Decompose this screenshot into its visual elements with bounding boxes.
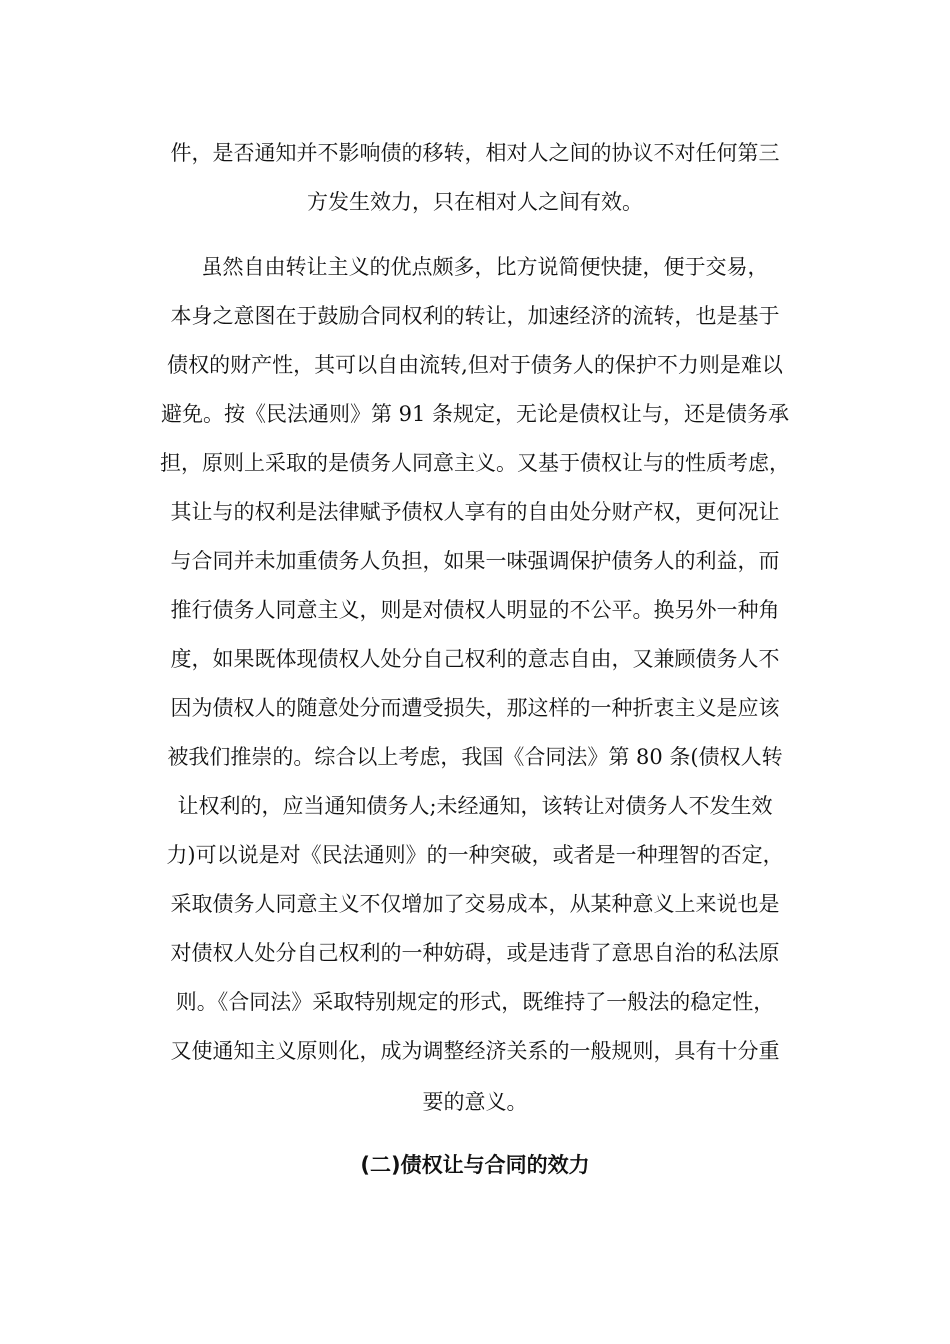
text-line: 因为债权人的随意处分而遭受损失，那这样的一种折衷主义是应该 bbox=[170, 696, 780, 720]
text-line: 让权利的，应当通知债务人;未经通知，该转让对债务人不发生效 bbox=[177, 794, 773, 818]
text-line: 本身之意图在于鼓励合同权利的转让，加速经济的流转，也是基于 bbox=[170, 304, 780, 328]
text-line: 件，是否通知并不影响债的移转，相对人之间的协议不对任何第三 bbox=[170, 141, 780, 165]
text-line: 其让与的权利是法律赋予债权人享有的自由处分财产权，更何况让 bbox=[170, 500, 780, 524]
text-line: 避免。按《民法通则》第 91 条规定，无论是债权让与，还是债务承 bbox=[160, 402, 790, 426]
text-line: 推行债务人同意主义，则是对债权人明显的不公平。换另外一种角 bbox=[170, 598, 780, 622]
text-line: 虽然自由转让主义的优点颇多，比方说简便快捷，便于交易， bbox=[201, 255, 769, 279]
text-line: 力)可以说是对《民法通则》的一种突破，或者是一种理智的否定， bbox=[166, 843, 784, 867]
text-line: 又使通知主义原则化，成为调整经济关系的一般规则，具有十分重 bbox=[170, 1039, 780, 1063]
text-line: 方发生效力，只在相对人之间有效。 bbox=[307, 190, 643, 214]
text-line: 担，原则上采取的是债务人同意主义。又基于债权让与的性质考虑， bbox=[160, 451, 790, 475]
text-line: 与合同并未加重债务人负担，如果一味强调保护债务人的利益，而 bbox=[170, 549, 780, 573]
text-line: 债权的财产性，其可以自由流转,但对于债务人的保护不力则是难以 bbox=[167, 353, 783, 377]
text-line: 采取债务人同意主义不仅增加了交易成本，从某种意义上来说也是 bbox=[170, 892, 780, 916]
text-line: 度，如果既体现债权人处分自己权利的意志自由，又兼顾债务人不 bbox=[170, 647, 780, 671]
text-line: 被我们推崇的。综合以上考虑，我国《合同法》第 80 条(债权人转 bbox=[167, 745, 783, 769]
text-line: 要的意义。 bbox=[422, 1090, 528, 1114]
text-line: 则。《合同法》采取特别规定的形式，既维持了一般法的稳定性， bbox=[175, 990, 775, 1014]
text-line: 对债权人处分自己权利的一种妨碍，或是违背了意思自治的私法原 bbox=[170, 941, 780, 965]
section-heading: (二)债权让与合同的效力 bbox=[360, 1153, 590, 1177]
